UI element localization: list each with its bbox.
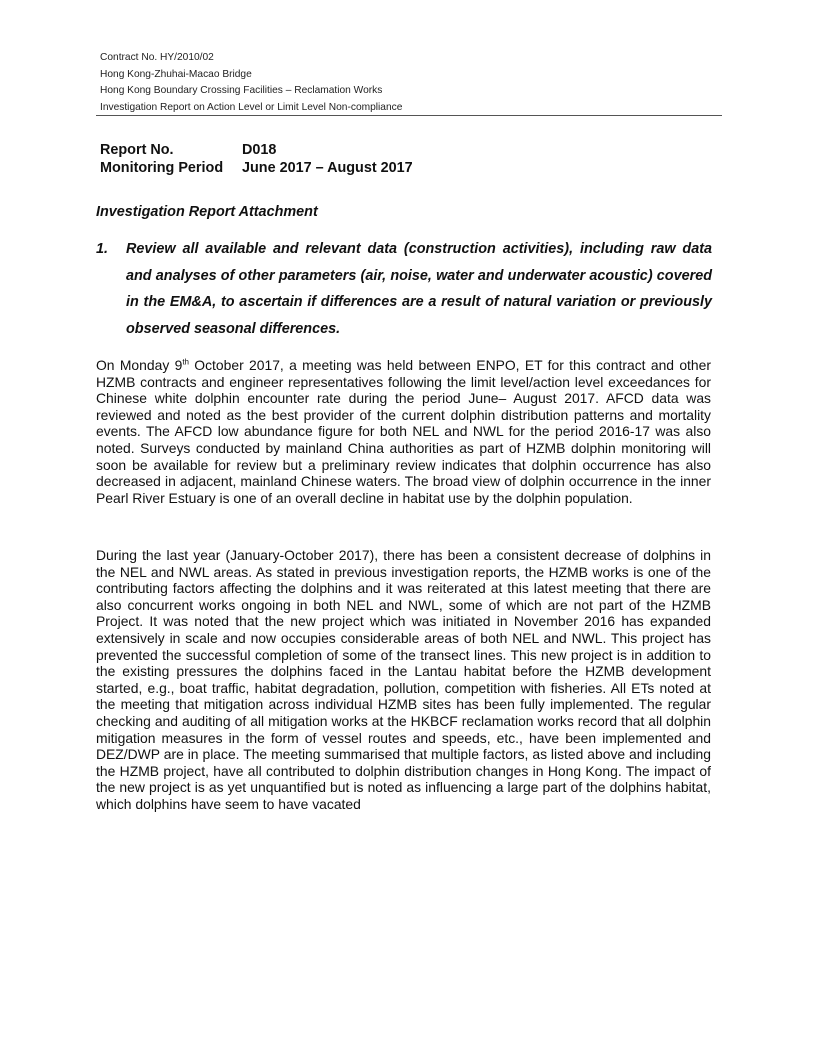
header-divider bbox=[96, 115, 722, 116]
numbered-item bbox=[96, 236, 712, 342]
page-header bbox=[100, 50, 720, 117]
date-superscript: th bbox=[182, 357, 189, 367]
paragraph-meeting bbox=[96, 357, 711, 506]
report-number-value: D018 bbox=[242, 142, 277, 158]
item-text: Review all available and relevant data (construction activities), including raw data and analyses of other parameters (air, noise, water and underwater acoustic) covered in the EM&A, to ascertain if differences are a result of natural variation or previously observed seasonal differences. bbox=[126, 241, 712, 337]
report-number-label: Report No. bbox=[100, 142, 174, 158]
header-project-name: Hong Kong-Zhuhai-Macao Bridge bbox=[100, 68, 252, 80]
monitoring-period-value: June 2017 – August 2017 bbox=[242, 160, 413, 176]
header-contract-number: Contract No. HY/2010/02 bbox=[100, 52, 214, 63]
item-number: 1. bbox=[96, 241, 109, 257]
paragraph-meeting-text: October 2017, a meeting was held between ENPO, ET for this contract and other HZMB contracts and engineer representatives following the limit level/action level exceedances for Chinese white dolphin encounter rate during the period June– August 2017. AFCD data was reviewed and noted as the best provider of the current dolphin distribution patterns and mortality events. The AFCD low abundance figure for both NEL and NWL for the period 2016-17 was also noted. Surveys conducted by mainland China authorities as part of HZMB dolphin monitoring will soon be available for review but a preliminary review indicates that dolphin occurrence has also decreased in adjacent, mainland Chinese waters. The broad view of dolphin occurrence in the inner Pearl River Estuary is one of an overall decline in habitat use by the dolphin population. bbox=[96, 357, 711, 506]
attachment-title: Investigation Report Attachment bbox=[96, 204, 318, 220]
monitoring-period-label: Monitoring Period bbox=[100, 160, 224, 176]
monitoring-period-row bbox=[100, 159, 413, 177]
report-number-row bbox=[100, 141, 413, 159]
header-facilities: Hong Kong Boundary Crossing Facilities – Reclamation Works bbox=[100, 85, 383, 97]
report-meta bbox=[100, 141, 413, 177]
header-report-type: Investigation Report on Action Level or Limit Level Non-compliance bbox=[100, 102, 403, 114]
paragraph-meeting-prefix: On Monday 9 bbox=[96, 357, 183, 373]
paragraph-decline: During the last year (January-October 2017), there has been a consistent decrease of dolphins in the NEL and NWL areas. As stated in previous investigation reports, the HZMB works is one of the contributing factors affecting the dolphins and it was reiterated at this latest meeting that there are also concurrent works ongoing in both NEL and NWL, some of which are not part of the HZMB Project. It was noted that the new project which was initiated in November 2016 has expanded extensively in scale and now occupies considerable areas of both NEL and NWL. This project has prevented the successful completion of some of the transect lines. This new project is in addition to the existing pressures the dolphins faced in the Lantau habitat before the HZMB development started, e.g., boat traffic, habitat degradation, pollution, competition with fisheries. All ETs noted at the meeting that mitigation across individual HZMB sites has been fully implemented. The regular checking and auditing of all mitigation works at the HKBCF reclamation works record that all dolphin mitigation measures in the form of vessel routes and speeds, etc., have been implemented and DEZ/DWP are in place. The meeting summarised that multiple factors, as listed above and including the HZMB project, have all contributed to dolphin distribution changes in Hong Kong. The impact of the new project is as yet unquantified but is noted as influencing a large part of the dolphins habitat, which dolphins have seem to have vacated bbox=[96, 547, 711, 812]
